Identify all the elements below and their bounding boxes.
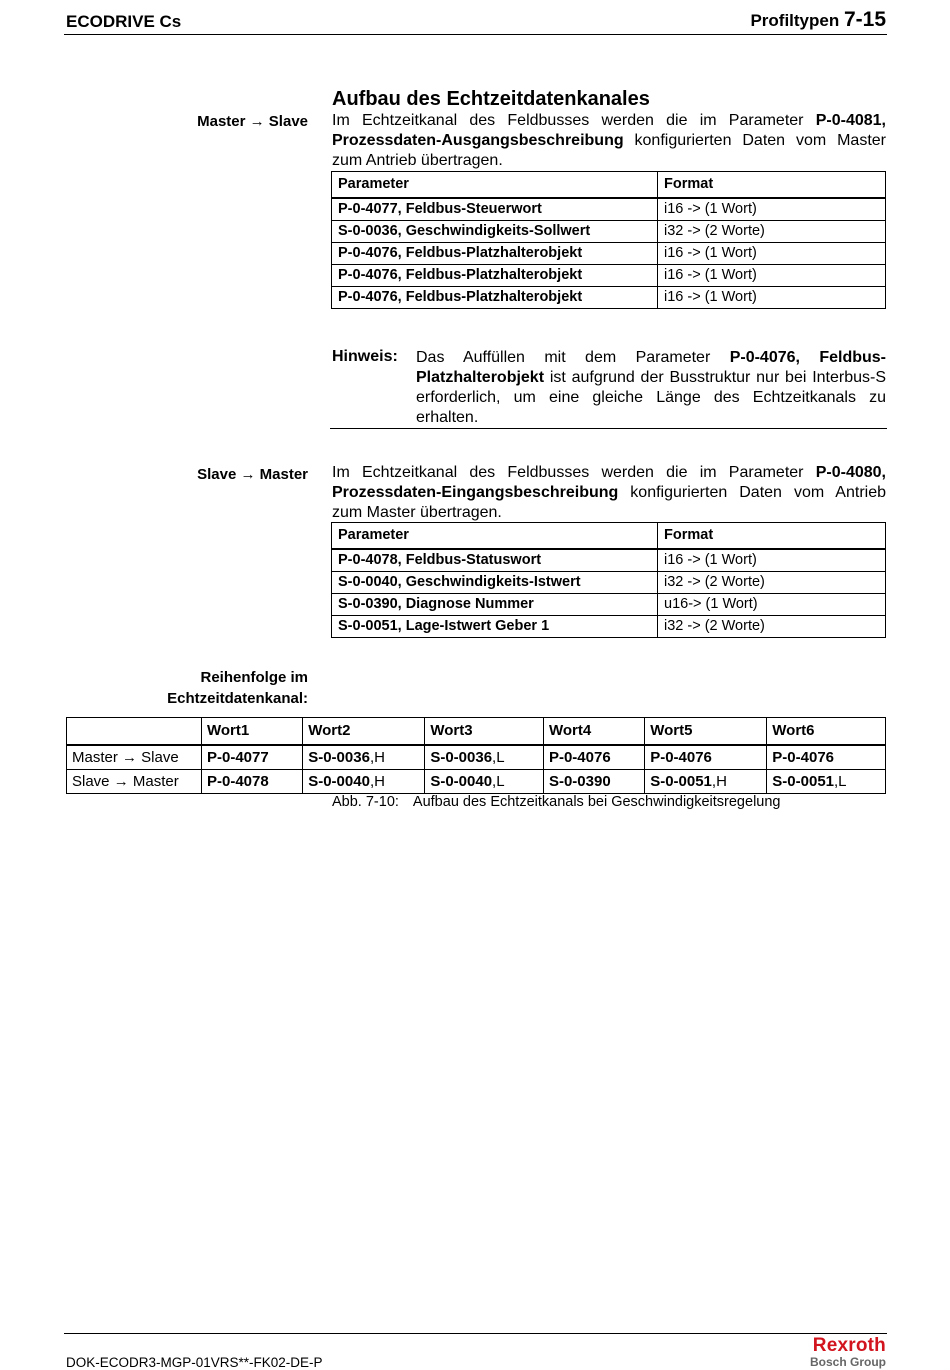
table-row	[332, 221, 886, 243]
word-cell	[645, 745, 767, 770]
rexroth-logo	[810, 1337, 886, 1369]
parameter-cell: S-0-0040, Geschwindigkeits-Istwert	[332, 572, 658, 594]
logo-subline: Bosch Group	[809, 1355, 886, 1369]
word-suffix: ,L	[834, 773, 847, 790]
parameter-cell: S-0-0051, Lage-Istwert Geber 1	[332, 616, 658, 638]
note-text-pre: Das Auffüllen mit dem Parameter	[416, 349, 730, 366]
word-cell	[543, 770, 644, 794]
table-row	[332, 287, 886, 309]
column-header-wort2: Wort2	[303, 718, 425, 746]
header-page-info	[750, 8, 886, 32]
intro-text-pre: Im Echtzeitkanal des Feldbusses werden die im Parameter	[332, 112, 816, 129]
parameter-cell: S-0-0390, Diagnose Nummer	[332, 594, 658, 616]
word-code: S-0-0036	[308, 749, 370, 766]
parameter-cell: S-0-0036, Geschwindigkeits-Sollwert	[332, 221, 658, 243]
word-suffix: ,L	[492, 749, 505, 766]
caption-text: Aufbau des Echtzeitkanals bei Geschwindigkeitsregelung	[412, 794, 781, 810]
column-header-parameter: Parameter	[332, 172, 658, 199]
header-chapter: Profiltypen	[750, 11, 840, 30]
word-order-table	[66, 717, 886, 794]
format-cell: i16 -> (1 Wort)	[658, 549, 886, 572]
side-heading-order-line2: Echtzeitdatenkanal:	[167, 690, 308, 707]
word-cell	[767, 745, 886, 770]
column-header-format: Format	[658, 172, 886, 199]
output-parameter-table	[331, 171, 886, 309]
column-header-wort3: Wort3	[425, 718, 544, 746]
table-header-row	[332, 172, 886, 199]
table-row	[332, 616, 886, 638]
intro-param-ref: P-0-4081, Prozessdaten-Ausgangsbeschreibung	[332, 112, 886, 149]
word-cell	[425, 770, 544, 794]
format-cell: i16 -> (1 Wort)	[658, 243, 886, 265]
parameter-cell: P-0-4076, Feldbus-Platzhalterobjekt	[332, 243, 658, 265]
word-suffix: ,L	[492, 773, 505, 790]
header-title: ECODRIVE Cs	[66, 12, 182, 31]
side-heading-order	[48, 667, 308, 709]
input-parameter-table	[331, 522, 886, 638]
parameter-cell: P-0-4077, Feldbus-Steuerwort	[332, 198, 658, 221]
side-heading-order-line1: Reihenfolge im	[200, 669, 308, 686]
parameter-cell: P-0-4076, Feldbus-Platzhalterobjekt	[332, 287, 658, 309]
row-label: Slave → Master	[67, 770, 202, 794]
table-row	[332, 243, 886, 265]
column-header-wort4: Wort4	[543, 718, 644, 746]
note-text-post: ist aufgrund der Busstruktur nur bei Interbus-S erforderlich, um eine gleiche Länge des Echtzeitkanals zu erhalten.	[416, 369, 886, 426]
word-cell	[202, 745, 303, 770]
table-header-row	[332, 523, 886, 550]
table-row-master-slave	[67, 745, 886, 770]
word-suffix: ,H	[711, 773, 727, 790]
intro-param-ref: P-0-4080, Prozessdaten-Eingangsbeschreibung	[332, 464, 886, 501]
parameter-cell: P-0-4076, Feldbus-Platzhalterobjekt	[332, 265, 658, 287]
word-cell	[202, 770, 303, 794]
intro-text-post: konfigurierten Daten vom Master zum Antrieb übertragen.	[332, 132, 886, 169]
column-header-wort6: Wort6	[767, 718, 886, 746]
table-header-row	[67, 718, 886, 746]
word-cell	[543, 745, 644, 770]
word-cell	[645, 770, 767, 794]
document-id: DOK-ECODR3-MGP-01VRS**-FK02-DE-P	[66, 1355, 323, 1370]
word-code: P-0-4076	[650, 749, 712, 766]
format-cell: i32 -> (2 Worte)	[658, 221, 886, 243]
intro-text-post: konfigurierten Daten vom Antrieb zum Master übertragen.	[332, 484, 886, 521]
section2-intro	[332, 463, 886, 523]
word-code: P-0-4077	[207, 749, 269, 766]
side-heading-master-slave: Master → Slave	[197, 113, 308, 130]
format-cell: u16-> (1 Wort)	[658, 594, 886, 616]
word-cell	[767, 770, 886, 794]
logo-brand: Rexroth	[812, 1335, 886, 1356]
word-code: S-0-0040	[308, 773, 370, 790]
table-row	[332, 549, 886, 572]
side-heading-slave-master: Slave → Master	[197, 466, 308, 483]
word-code: P-0-4076	[548, 749, 611, 766]
format-cell: i32 -> (2 Worte)	[658, 616, 886, 638]
section1-intro	[332, 111, 886, 171]
word-cell	[303, 745, 425, 770]
format-cell: i16 -> (1 Wort)	[658, 198, 886, 221]
word-code: P-0-4076	[772, 749, 835, 766]
table-row	[332, 265, 886, 287]
word-suffix: ,H	[369, 749, 385, 766]
column-header-wort5: Wort5	[645, 718, 767, 746]
footer-divider	[64, 1333, 887, 1334]
table-row	[332, 594, 886, 616]
page-number: 7-15	[843, 8, 886, 31]
note-divider	[330, 428, 887, 429]
note-param-ref: P-0-4076, Feldbus-Platzhalterobjekt	[416, 349, 887, 386]
word-code: S-0-0051	[772, 773, 835, 790]
note-label: Hinweis:	[332, 348, 398, 365]
word-cell	[303, 770, 425, 794]
column-header-format: Format	[658, 523, 886, 550]
word-code: P-0-4078	[207, 773, 269, 790]
table-row	[332, 198, 886, 221]
table-row	[332, 572, 886, 594]
note-text	[416, 348, 886, 428]
figure-caption	[332, 794, 780, 810]
word-code: S-0-0390	[548, 773, 611, 790]
format-cell: i16 -> (1 Wort)	[658, 265, 886, 287]
word-code: S-0-0051	[650, 773, 712, 790]
section-title: Aufbau des Echtzeitdatenkanales	[332, 88, 650, 110]
intro-text-pre: Im Echtzeitkanal des Feldbusses werden die im Parameter	[332, 464, 816, 481]
word-cell	[425, 745, 544, 770]
format-cell: i32 -> (2 Worte)	[658, 572, 886, 594]
parameter-cell: P-0-4078, Feldbus-Statuswort	[332, 549, 658, 572]
format-cell: i16 -> (1 Wort)	[658, 287, 886, 309]
column-header-wort1: Wort1	[202, 718, 303, 746]
word-code: S-0-0040	[430, 773, 493, 790]
word-code: S-0-0036	[430, 749, 493, 766]
header-divider	[64, 34, 887, 35]
table-row-slave-master	[67, 770, 886, 794]
row-label: Master → Slave	[67, 745, 202, 770]
word-suffix: ,H	[369, 773, 385, 790]
column-header-parameter: Parameter	[332, 523, 658, 550]
column-header-empty	[67, 718, 202, 746]
caption-number: Abb. 7-10:	[332, 794, 399, 810]
